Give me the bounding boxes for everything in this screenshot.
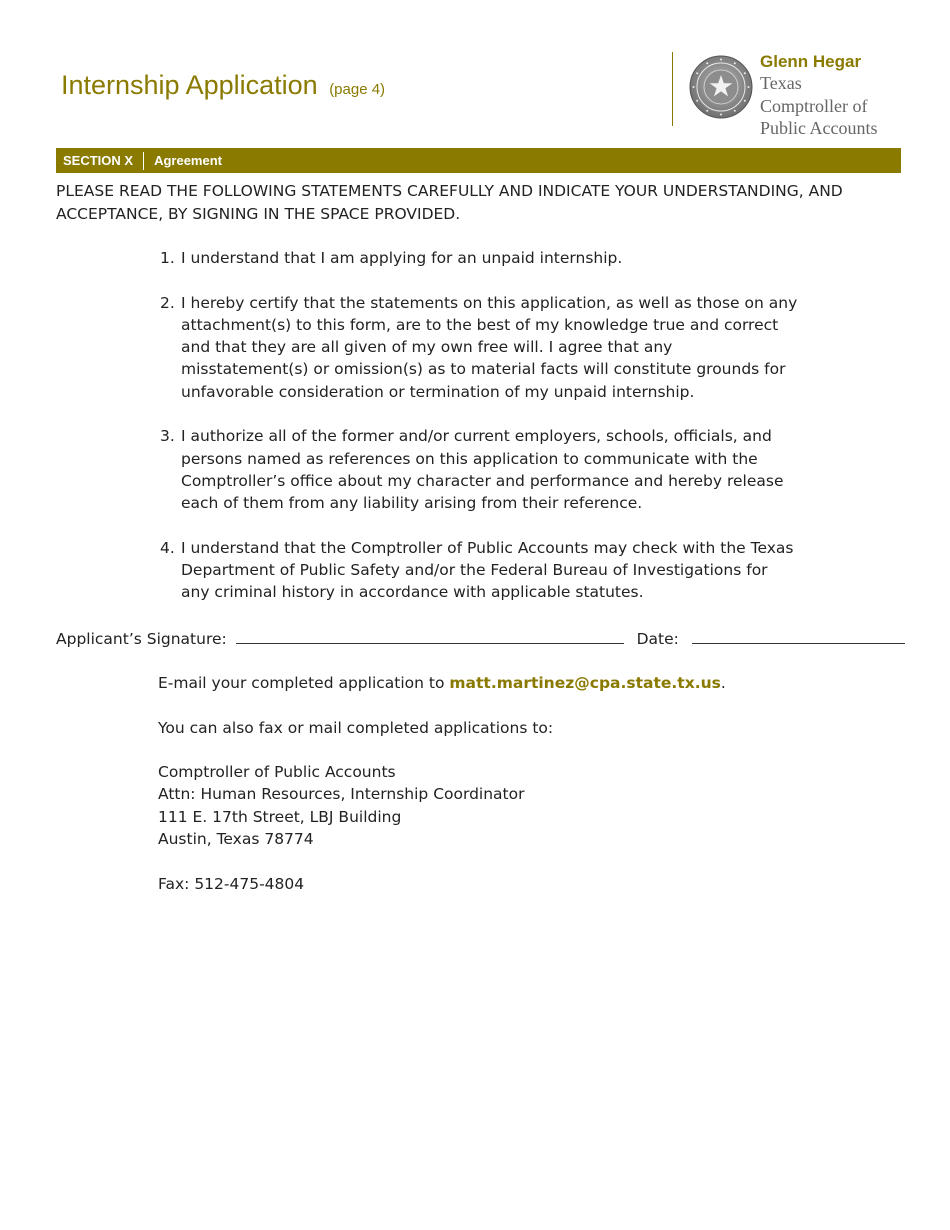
statement-item (160, 292, 800, 403)
agency-line-department: Public Accounts (760, 118, 878, 138)
agency-head-name: Glenn Hegar (760, 52, 862, 71)
email-link[interactable]: matt.martinez@cpa.state.tx.us (449, 674, 721, 692)
date-field[interactable] (692, 627, 905, 644)
section-number: SECTION X (56, 152, 144, 170)
mailing-address (158, 761, 758, 850)
signature-field[interactable] (236, 627, 624, 644)
date-label: Date: (636, 630, 679, 648)
statement-number: 1. (160, 249, 175, 267)
section-header-bar (56, 148, 901, 173)
agency-line-state: Texas (760, 73, 802, 93)
header-divider (672, 52, 673, 126)
statement-number: 2. (160, 293, 175, 312)
statement-text: I authorize all of the former and/or current employers, schools, officials, and persons named as references on this application to communicate with the Comptroller’s office about my character and performance and hereby release each of them from any liability arising from their reference. (181, 427, 784, 513)
title-text: Internship Application (61, 70, 318, 100)
agency-line-office: Comptroller of (760, 96, 868, 116)
instructions-text: PLEASE READ THE FOLLOWING STATEMENTS CAREFULLY AND INDICATE YOUR UNDERSTANDING, AND ACCEPTANCE, BY SIGNING IN THE SPACE PROVIDED. (56, 182, 843, 223)
statement-text: I hereby certify that the statements on this application, as well as those on any attachment(s) to this form, are to the best of my knowledge true and correct and that they are all given of my own free will. I agree that any misstatement(s) or omission(s) as to material facts will constitute grounds for unfavorable consideration or termination of my unpaid internship. (181, 293, 798, 401)
state-seal-icon (689, 55, 753, 119)
address-line: 111 E. 17th Street, LBJ Building (158, 807, 402, 826)
statement-text: I understand that the Comptroller of Public Accounts may check with the Texas Department of Public Safety and/or the Federal Bureau of Investigations for any criminal history in accordance with applicable statutes. (181, 538, 794, 602)
contact-info (158, 672, 758, 917)
page-title (61, 70, 385, 101)
statement-number: 3. (160, 427, 175, 446)
statement-item (160, 537, 800, 604)
page-number-note: (page 4) (329, 81, 386, 98)
address-line: Comptroller of Public Accounts (158, 763, 396, 782)
fax-number: Fax: 512-475-4804 (158, 874, 305, 893)
email-instruction (158, 672, 758, 694)
fax-mail-instruction: You can also fax or mail completed applications to: (158, 718, 554, 737)
statement-item (160, 247, 800, 269)
section-title: Agreement (154, 153, 222, 168)
statement-number: 4. (160, 538, 175, 557)
address-line: Attn: Human Resources, Internship Coordinator (158, 785, 525, 804)
signature-row (56, 627, 886, 650)
address-line: Austin, Texas 78774 (158, 830, 314, 849)
statement-list (160, 247, 800, 626)
email-prefix: E-mail your completed application to (158, 674, 450, 692)
signature-label: Applicant’s Signature: (56, 630, 227, 648)
statement-item (160, 425, 800, 514)
email-suffix: . (720, 674, 726, 692)
statement-text: I understand that I am applying for an unpaid internship. (181, 249, 623, 267)
